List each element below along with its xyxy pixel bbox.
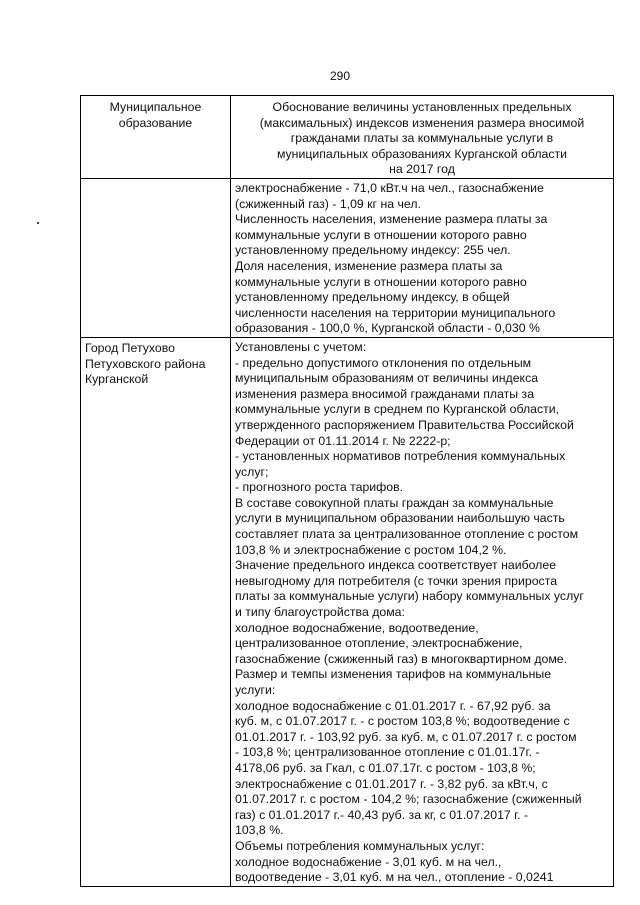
text-line: услуги в муниципальном образовании наибольшую часть bbox=[235, 511, 565, 526]
row1-text bbox=[231, 179, 614, 338]
text-line: газ) с 01.01.2017 г.- 40,43 руб. за кг, с 01.07.2017 г. - bbox=[235, 807, 529, 822]
text-line: муниципальным образованиям от величины индекса bbox=[235, 371, 539, 386]
text-line: Муниципальное bbox=[109, 100, 202, 114]
text-line: газоснабжение (сжиженный газ) в многоквартирном доме. bbox=[235, 651, 568, 666]
text-line: (сжиженный газ) - 1,09 кг на чел. bbox=[235, 196, 421, 211]
text-line: коммунальные услуги в отношении которого равно bbox=[235, 274, 527, 289]
header-municipality bbox=[81, 96, 231, 179]
text-line: коммунальные услуги в среднем по Курганской области, bbox=[235, 402, 560, 417]
text-line: 103,8 %. bbox=[235, 823, 284, 838]
text-line: холодное водоснабжение, водоотведение, bbox=[235, 620, 479, 635]
text-line: Значение предельного индекса соответствует наиболее bbox=[235, 558, 557, 573]
text-line: электроснабжение с 01.01.2017 г. - 3,82 руб. за кВт.ч, с bbox=[235, 776, 548, 791]
text-line: Установлены с учетом: bbox=[235, 339, 367, 354]
text-line: - 103,8 %; централизованное отопление с 01.01.17г. - bbox=[235, 745, 540, 760]
text-line: Курганской bbox=[85, 372, 149, 387]
row2-municipality bbox=[81, 337, 231, 886]
text-line: услуги: bbox=[235, 683, 276, 697]
text-line: составляет плата за централизованное отопление с ростом bbox=[235, 527, 579, 542]
page-number: 290 bbox=[329, 69, 351, 83]
text-line: 01.07.2017 г. с ростом - 104,2 %; газоснабжение (сжиженный bbox=[235, 792, 582, 807]
text-line: 4178,06 руб. за Гкал, с 01.07.17г. с ростом - 103,8 %; bbox=[235, 760, 536, 775]
text-line: 01.01.2017 г. - 103,92 руб. за куб. м, с 01.07.2017 г. с ростом bbox=[235, 729, 577, 744]
text-line: Город Петухово bbox=[85, 340, 175, 355]
text-line: Федерации от 01.11.2014 г. № 2222-р; bbox=[235, 433, 451, 448]
text-line: образование bbox=[118, 115, 193, 130]
row2-text bbox=[231, 337, 614, 886]
text-line: гражданами платы за коммунальные услуги в bbox=[290, 131, 554, 146]
text-line: В составе совокупной платы граждан за коммунальные bbox=[235, 495, 554, 510]
header-justification bbox=[231, 96, 614, 179]
row1-municipality bbox=[81, 179, 231, 338]
text-line: - предельно допустимого отклонения по отдельным bbox=[235, 355, 532, 370]
text-line: Обоснование величины установленных предельных bbox=[272, 100, 572, 114]
text-line: муниципальных образованиях Курганской области bbox=[276, 146, 568, 161]
table-row bbox=[81, 337, 614, 886]
text-line: невыгодному для потребителя (с точки зрения прироста bbox=[235, 573, 558, 588]
text-line: Доля населения, изменение размера платы за bbox=[235, 258, 503, 273]
text-line: Объемы потребления коммунальных услуг: bbox=[235, 838, 485, 853]
text-line: холодное водоснабжение - 3,01 куб. м на чел., bbox=[235, 854, 502, 869]
text-line: услуг; bbox=[235, 464, 269, 479]
text-line: централизованное отопление, электроснабжение, bbox=[235, 636, 523, 651]
text-line: платы за коммунальные услуги) набору коммунальных услуг bbox=[235, 589, 584, 604]
text-line: 103,8 % и электроснабжение с ростом 104,2 %. bbox=[235, 542, 507, 557]
text-line: на 2017 год bbox=[389, 162, 455, 177]
text-line: и типу благоустройства дома: bbox=[235, 605, 405, 620]
table-row bbox=[81, 179, 614, 338]
text-line: изменения размера вносимой гражданами платы за bbox=[235, 386, 535, 401]
text-line: численности населения на территории муниципального bbox=[235, 305, 556, 320]
text-line: водоотведение - 3,01 куб. м на чел., отопление - 0,0241 bbox=[235, 870, 554, 885]
text-line: холодное водоснабжение с 01.01.2017 г. - 67,92 руб. за bbox=[235, 698, 551, 713]
text-line: - установленных нормативов потребления коммунальных bbox=[235, 449, 566, 464]
table-header-row bbox=[81, 96, 614, 179]
text-line: куб. м, с 01.07.2017 г. - с ростом 103,8 %; водоотведение с bbox=[235, 714, 570, 729]
text-line: Петуховского района bbox=[85, 356, 206, 371]
text-line: (максимальных) индексов изменения размера вносимой bbox=[259, 115, 585, 130]
text-line: образования - 100,0 %, Курганской области - 0,030 % bbox=[235, 321, 540, 336]
text-line: коммунальные услуги в отношении которого равно bbox=[235, 227, 527, 242]
text-line: Размер и темпы изменения тарифов на коммунальные bbox=[235, 667, 552, 682]
text-line: установленному предельному индексу: 255 чел. bbox=[235, 243, 511, 258]
text-line: Численность населения, изменение размера платы за bbox=[235, 212, 548, 227]
tariff-table bbox=[80, 95, 614, 887]
text-line: - прогнозного роста тарифов. bbox=[235, 480, 404, 495]
text-line: установленному предельному индексу, в общей bbox=[235, 290, 510, 305]
text-line: электроснабжение - 71,0 кВт.ч на чел., газоснабжение bbox=[235, 181, 544, 195]
scan-speck bbox=[37, 222, 39, 224]
text-line: утвержденного распоряжением Правительства Российской bbox=[235, 417, 574, 432]
